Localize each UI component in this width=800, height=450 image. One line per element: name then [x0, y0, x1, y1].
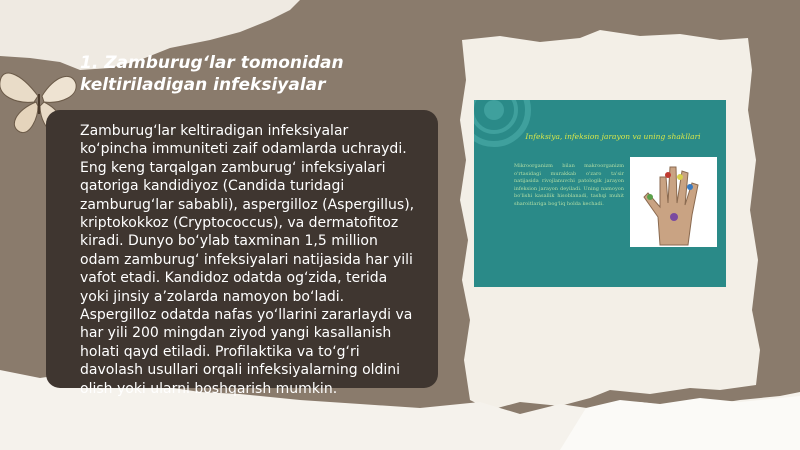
infected-hand-image: [630, 157, 717, 247]
slide-title: 1. Zamburug‘lar tomonidan keltiriladigan infeksiyalar: [80, 53, 344, 95]
embedded-slide-text: Mikroorganizm bilan makroorganizm o'rtasidagi murakkab o'zaro ta'sir natijasida rivojlanuvchi patologik jarayon infeksion jarayon deyiladi. Uning namoyon bo'lishi kasallik hisoblanadi, tashqi muhit sharoitlariga bog'liq holda kechadi.: [514, 163, 624, 207]
embedded-slide-image: [474, 100, 726, 287]
slide-body-text: Zamburug‘lar keltiradigan infeksiyalar ko‘pincha immuniteti zaif odamlarda uchraydi. Eng keng tarqalgan zamburug‘ infeksiyalari qatoriga kandidiyoz (Candida turidagi zamburug‘lar sababli), aspergilloz (Aspergillus), kriptokokkoz (Cryptococcus), va dermatofitoz kiradi. Dunyo bo‘ylab taxminan 1,5 million odam zamburug‘ infeksiyalari natijasida har yili vafot etadi. Kandidoz odatda og‘zida, terida yoki jinsiy a’zolarda namoyon bo‘ladi. Aspergilloz odatda nafas yo‘llarini zararlaydi va har yili 200 mingdan ziyod yangi kasallanish holati qayd etiladi. Profilaktika va to‘g‘ri davolash usullari orqali infeksiyalarning oldini olish yoki ularni boshqarish mumkin.: [80, 123, 415, 397]
embedded-slide-title: Infeksiya, infeksion jarayon va uning shakllari: [525, 132, 701, 141]
